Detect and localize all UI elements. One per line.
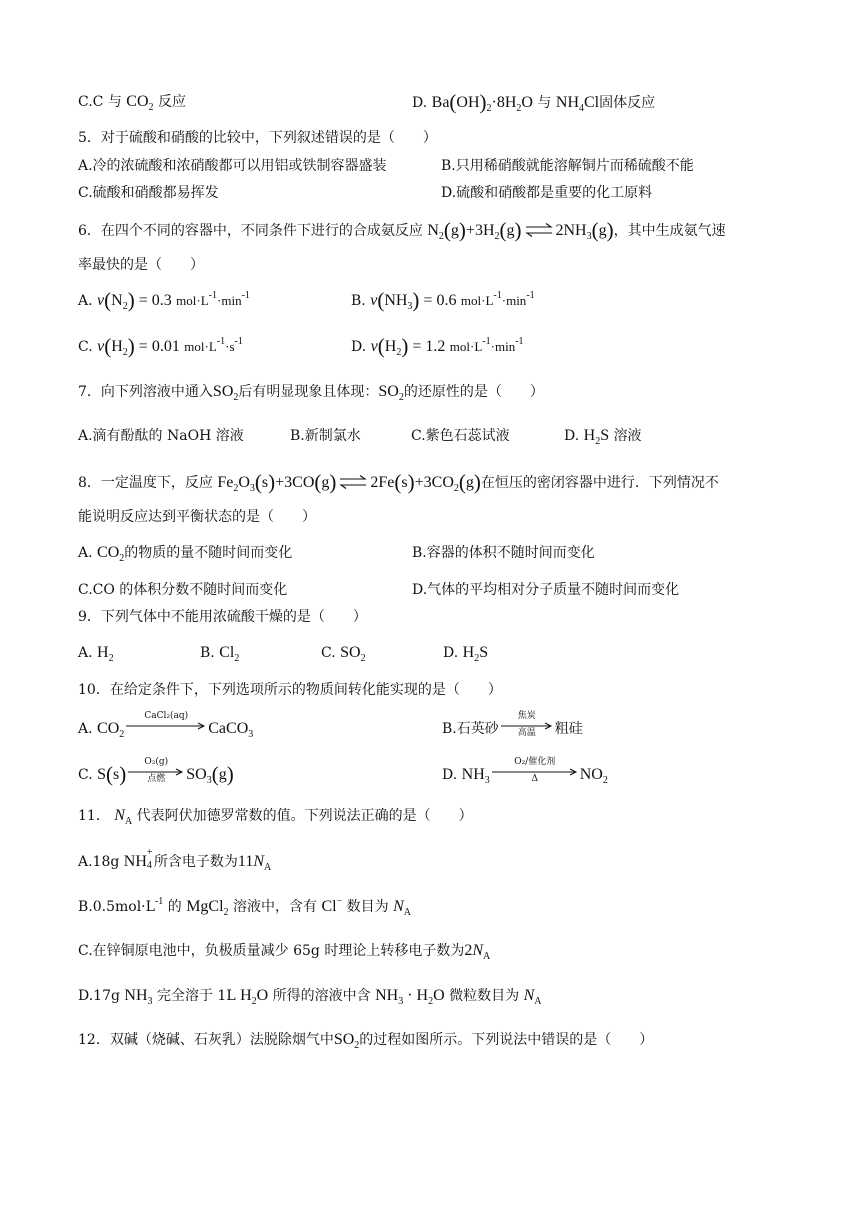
q10-option-b[interactable] [442, 711, 583, 739]
q4-option-d[interactable]: D. $Ba(OH)_2\cdot 8H_2O$ 与 $NH_4Cl$固体反应 [412, 90, 656, 114]
q8-stem-prefix: 8．一定温度下，反应 [78, 475, 218, 491]
q8-stem-suffix: 在恒压的密闭容器中进行．下列情况不 [480, 475, 719, 491]
q6-a-value: 0.3 [151, 292, 172, 309]
q10-option-d[interactable]: D. $NH_3$ O₂/催化剂 Δ $NO_2$ [442, 757, 608, 786]
q4-d-mid: 与 [532, 95, 556, 111]
q10-c-cond-top: O₂(g) [144, 757, 169, 767]
q6-option-b[interactable]: B. $v(NH_3) = 0.6$ $mol\cdot L^{-1}\cdot\min^{-1}$ [351, 288, 535, 312]
q8-option-a[interactable]: A. $CO_2$的物质的量不随时间而变化 [78, 544, 293, 564]
q10-option-a[interactable]: A. $CO_2$ CaCl₂(aq) CaCO$_3$ [78, 711, 254, 740]
q7-stem-part1: 7．向下列溶液中通入 [78, 384, 213, 400]
q8-stem-line2: 能说明反应达到平衡状态的是（ ） [78, 509, 316, 525]
q4-c-prefix: C.C 与 [78, 94, 127, 110]
q11-option-a[interactable]: A.18g NH + 4 所含电子数为$11N_A$ [78, 847, 272, 873]
q11-option-c[interactable]: C.在锌铜原电池中，负极质量减少 65g 时理论上转移电子数为$2N_A$ [78, 942, 491, 962]
q9-option-b[interactable]: B. $Cl_2$ [200, 644, 240, 664]
q10-b-arrow [501, 711, 553, 738]
q10-d-arrow [492, 757, 578, 784]
q11-b-p3: 溶液中，含有 [232, 899, 317, 915]
q5-stem: 5．对于硫酸和硝酸的比较中，下列叙述错误的是（ ） [78, 130, 437, 146]
q11-c-p1: C.在锌铜原电池中，负极质量减少 65g 时理论上转移电子数为 [78, 943, 465, 959]
q6-option-a[interactable]: A. $v(N_2) = 0.3$ $mol\cdot L^{-1}\cdot\min^{-1}$ [78, 288, 250, 312]
q10-b-cond-top: 焦炭 [517, 711, 536, 721]
q7-option-a[interactable]: A.滴有酚酞的 NaOH 溶液 [78, 428, 244, 444]
q4-option-c[interactable]: C.C 与 $CO_2$ 反应 [78, 93, 186, 113]
q6-stem-suffix: ，其中生成氨气速 [613, 223, 726, 239]
q12-stem-suffix: 的过程如图所示。下列说法中错误的是（ ） [359, 1032, 654, 1048]
q6-reaction-equation: $N_2(g)+3H_2(g)$ $2NH_3(g)$ [427, 218, 614, 242]
q12-stem-prefix: 12．双碱（烧碱、石灰乳）法脱除烟气中 [78, 1032, 334, 1048]
q4-c-suffix: 反应 [153, 94, 186, 110]
q8-option-d[interactable]: D.气体的平均相对分子质量不随时间而变化 [412, 582, 680, 598]
q10-c-arrow [128, 757, 184, 784]
q9-option-d[interactable]: D. $H_2S$ [443, 644, 489, 664]
q11-d-p3: 所得的溶液中含 [272, 988, 371, 1004]
q7-d-suffix: 溶液 [613, 428, 642, 444]
q11-d-p2: 完全溶于 1L [156, 988, 236, 1004]
q7-stem-part3: 的还原性的是（ ） [403, 384, 544, 400]
q6-b-value: 0.6 [436, 292, 457, 309]
q11-d-p1: D.17g [78, 988, 120, 1004]
q8-a-suffix: 的物质的量不随时间而变化 [124, 545, 293, 561]
q8-option-b[interactable]: B.容器的体积不随时间而变化 [412, 545, 595, 561]
q12-stem: 12．双碱（烧碱、石灰乳）法脱除烟气中$SO_2$的过程如图所示。下列说法中错误的是（ ） [78, 1031, 654, 1051]
q6-stem-line2: 率最快的是（ ） [78, 257, 204, 273]
q9-option-c[interactable]: C. $SO_2$ [321, 644, 366, 664]
q10-a-condition: CaCl₂(aq) [144, 711, 189, 721]
q6-stem [78, 220, 726, 241]
q10-stem: 10．在给定条件下，下列选项所示的物质间转化能实现的是（ ） [78, 682, 502, 698]
q6-stem-prefix: 6．在四个不同的容器中，不同条件下进行的合成氨反应 [78, 223, 428, 239]
q6-d-value: 1.2 [425, 338, 446, 355]
q6-c-value: 0.01 [151, 338, 180, 355]
q4-d-suffix: 固体反应 [599, 95, 656, 111]
q8-reaction-equation: $Fe_2O_3(s)+3CO(g)$ $2Fe(s)+3CO_2(g)$ [217, 470, 481, 494]
q5-option-a[interactable]: A.冷的浓硫酸和浓硝酸都可以用铝或铁制容器盛装 [78, 158, 387, 174]
q10-d-cond-bottom: Δ [531, 774, 538, 784]
q7-option-b[interactable]: B.新制氯水 [290, 428, 361, 444]
q11-a-p2: 所含电子数为 [153, 854, 238, 870]
q5-option-b[interactable]: B.只用稀硝酸就能溶解铜片而稀硫酸不能 [441, 158, 694, 174]
q5-option-d[interactable]: D.硫酸和硝酸都是重要的化工原料 [441, 185, 653, 201]
q7-stem-part2: 后有明显现象且体现： [238, 384, 379, 400]
q11-b-p1: B.0.5mol·L [78, 899, 155, 915]
q11-b-p4: 数目为 [346, 899, 389, 915]
q11-b-p2: 的 [167, 899, 182, 915]
q10-option-c[interactable]: C. S(s) O₂(g) 点燃 $SO_3(g)$ [78, 757, 234, 786]
q11-stem-suffix: 代表阿伏加德罗常数的值。下列说法正确的是（ ） [136, 808, 473, 824]
q10-b-start: B.石英砂 [442, 721, 499, 737]
q10-d-cond-top: O₂/催化剂 [514, 757, 556, 767]
q11-stem-prefix: 11． [78, 808, 110, 824]
q8-stem [78, 472, 719, 493]
q11-a-p1: A.18g [78, 854, 120, 870]
q11-option-d[interactable]: D.17g $NH_3$ 完全溶于 1L $H_2O$ 所得的溶液中含 $NH_3 \cdot H_2O$ 微粒数目为 $N_A$ [78, 987, 542, 1007]
q6-option-c[interactable]: C. $v(H_2) = 0.01$ $mol\cdot L^{-1}\cdot s^{-1}$ [78, 334, 243, 358]
q11-stem: 11． $N_A$ 代表阿伏加德罗常数的值。下列说法正确的是（ ） [78, 807, 473, 827]
q10-a-arrow [126, 711, 206, 736]
q5-option-c[interactable]: C.硫酸和硝酸都易挥发 [78, 185, 219, 201]
q6-option-d[interactable]: D. $v(H_2) = 1.2$ $mol\cdot L^{-1}\cdot\min^{-1}$ [351, 334, 524, 358]
q10-b-cond-bottom: 高温 [517, 728, 536, 738]
q8-option-c[interactable]: C.CO 的体积分数不随时间而变化 [78, 582, 288, 598]
q10-b-end: 粗硅 [554, 721, 583, 737]
q9-stem: 9．下列气体中不能用浓硫酸干燥的是（ ） [78, 609, 367, 625]
q7-option-c[interactable]: C.紫色石蕊试液 [411, 428, 510, 444]
q7-option-d[interactable]: D. $H_2S$ 溶液 [564, 427, 642, 447]
q11-d-p4: 微粒数目为 [449, 988, 520, 1004]
q9-option-a[interactable]: A. $H_2$ [78, 644, 114, 664]
q11-option-b[interactable]: $B.0.5mol\cdot L^{-1}$ 的 MgCl$_2$ 溶液中，含有 Cl− 数目为 $N_A$ [78, 896, 412, 918]
q7-stem: 7．向下列溶液中通入$SO_2$后有明显现象且体现：$SO_2$的还原性的是（ ） [78, 383, 544, 403]
q10-c-cond-bottom: 点燃 [147, 774, 166, 784]
